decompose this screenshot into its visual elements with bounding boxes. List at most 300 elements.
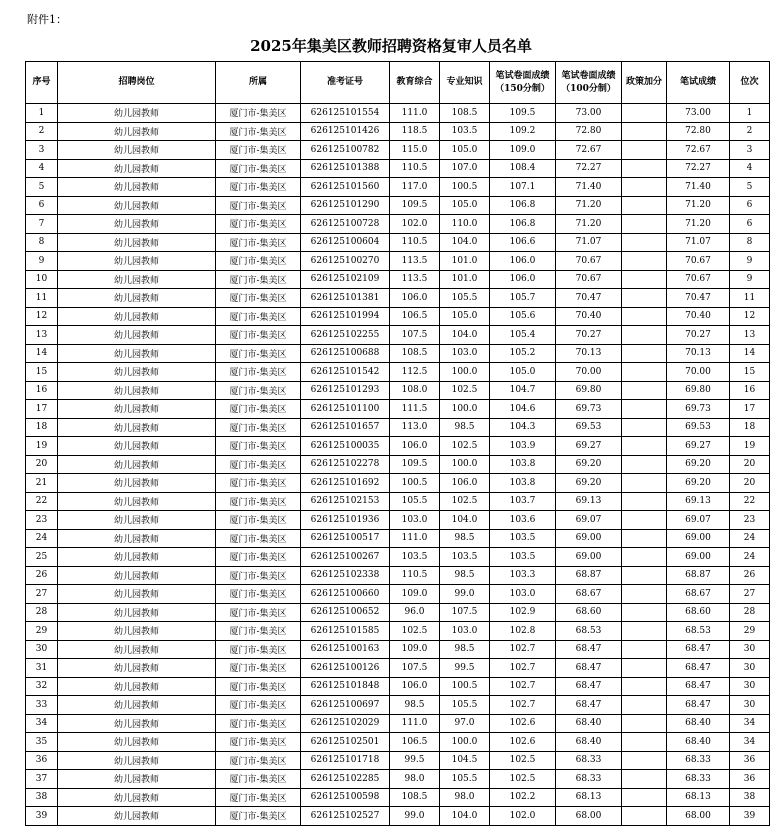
col-district-cell: 厦门市-集美区 [216, 381, 301, 400]
col-written-result-cell: 70.67 [667, 270, 730, 289]
col-position-cell: 幼儿园教师 [58, 511, 216, 530]
col-written-score-150-cell: 109.5 [490, 104, 556, 123]
col-position-cell: 幼儿园教师 [58, 492, 216, 511]
col-policy-bonus-cell [622, 548, 667, 567]
col-district-cell: 厦门市-集美区 [216, 696, 301, 715]
col-written-result-cell: 68.33 [667, 751, 730, 770]
col-written-score-150-cell: 105.6 [490, 307, 556, 326]
col-written-score-100-cell: 71.20 [556, 196, 622, 215]
col-written-result-cell: 69.20 [667, 474, 730, 493]
col-ticket-number-cell: 626125100728 [301, 215, 390, 234]
col-education-comprehensive-cell: 98.0 [390, 770, 440, 789]
col-written-result-cell: 71.20 [667, 215, 730, 234]
col-education-comprehensive-cell: 103.0 [390, 511, 440, 530]
col-ticket-number-cell: 626125100267 [301, 548, 390, 567]
col-written-result-cell: 69.00 [667, 529, 730, 548]
col-education-comprehensive-cell: 106.0 [390, 677, 440, 696]
table-row [26, 788, 770, 807]
col-education-comprehensive-cell: 110.5 [390, 566, 440, 585]
col-written-score-150-cell: 105.0 [490, 363, 556, 382]
col-education-comprehensive-cell: 111.0 [390, 104, 440, 123]
col-written-score-150-cell: 102.0 [490, 807, 556, 826]
col-written-result-cell: 72.67 [667, 141, 730, 160]
col-written-score-150-cell: 104.7 [490, 381, 556, 400]
col-written-score-150-cell: 106.0 [490, 252, 556, 271]
col-written-score-150-cell: 103.0 [490, 585, 556, 604]
col-written-score-150-cell: 102.7 [490, 677, 556, 696]
col-rank-cell: 8 [730, 233, 770, 252]
col-professional-knowledge-header [440, 62, 490, 104]
col-written-score-100-cell: 69.20 [556, 455, 622, 474]
col-written-score-100-cell: 71.40 [556, 178, 622, 197]
col-index-cell: 5 [26, 178, 58, 197]
col-policy-bonus-cell [622, 696, 667, 715]
col-index-cell: 12 [26, 307, 58, 326]
col-policy-bonus-cell [622, 788, 667, 807]
col-written-result-cell: 68.47 [667, 696, 730, 715]
col-ticket-number-cell: 626125101554 [301, 104, 390, 123]
col-ticket-number-cell: 626125100688 [301, 344, 390, 363]
col-rank-cell: 38 [730, 788, 770, 807]
col-written-score-150-cell: 109.0 [490, 141, 556, 160]
col-education-comprehensive-cell: 112.5 [390, 363, 440, 382]
col-ticket-number-cell: 626125101936 [301, 511, 390, 530]
col-ticket-number-cell: 626125101381 [301, 289, 390, 308]
col-education-comprehensive-cell: 111.0 [390, 714, 440, 733]
col-rank-header [730, 62, 770, 104]
col-district-cell: 厦门市-集美区 [216, 622, 301, 641]
col-policy-bonus-cell [622, 714, 667, 733]
col-written-result-cell: 71.40 [667, 178, 730, 197]
col-index-cell: 39 [26, 807, 58, 826]
table-row [26, 511, 770, 530]
col-rank-cell: 36 [730, 770, 770, 789]
col-written-score-150-cell: 102.2 [490, 788, 556, 807]
col-policy-bonus-cell [622, 363, 667, 382]
col-policy-bonus-cell [622, 178, 667, 197]
col-ticket-number-cell: 626125100270 [301, 252, 390, 271]
col-education-comprehensive-cell: 96.0 [390, 603, 440, 622]
col-rank-cell: 24 [730, 548, 770, 567]
header-label: （150分制） [495, 83, 550, 94]
col-written-result-cell: 69.13 [667, 492, 730, 511]
col-index-cell: 20 [26, 455, 58, 474]
table-row [26, 566, 770, 585]
col-education-comprehensive-cell: 102.0 [390, 215, 440, 234]
col-district-cell: 厦门市-集美区 [216, 770, 301, 789]
col-ticket-number-cell: 626125101585 [301, 622, 390, 641]
table-row [26, 289, 770, 308]
col-policy-bonus-cell [622, 585, 667, 604]
col-policy-bonus-cell [622, 104, 667, 123]
col-position-cell: 幼儿园教师 [58, 289, 216, 308]
col-position-cell: 幼儿园教师 [58, 548, 216, 567]
col-position-cell: 幼儿园教师 [58, 585, 216, 604]
col-ticket-number-cell: 626125102278 [301, 455, 390, 474]
col-written-result-cell: 70.27 [667, 326, 730, 345]
col-written-score-150-cell: 103.8 [490, 455, 556, 474]
col-district-cell: 厦门市-集美区 [216, 492, 301, 511]
col-rank-cell: 27 [730, 585, 770, 604]
col-policy-bonus-cell [622, 215, 667, 234]
table-row [26, 677, 770, 696]
col-education-comprehensive-cell: 109.5 [390, 455, 440, 474]
col-education-comprehensive-cell: 106.0 [390, 289, 440, 308]
col-professional-knowledge-cell: 106.0 [440, 474, 490, 493]
col-ticket-number-cell: 626125102338 [301, 566, 390, 585]
col-professional-knowledge-cell: 98.5 [440, 529, 490, 548]
col-written-result-cell: 70.67 [667, 252, 730, 271]
col-policy-bonus-cell [622, 400, 667, 419]
col-position-cell: 幼儿园教师 [58, 437, 216, 456]
table-row [26, 326, 770, 345]
col-district-cell: 厦门市-集美区 [216, 529, 301, 548]
col-education-comprehensive-cell: 111.5 [390, 400, 440, 419]
col-ticket-number-cell: 626125101542 [301, 363, 390, 382]
col-policy-bonus-cell [622, 492, 667, 511]
col-professional-knowledge-cell: 100.5 [440, 677, 490, 696]
col-position-cell: 幼儿园教师 [58, 418, 216, 437]
col-position-cell: 幼儿园教师 [58, 215, 216, 234]
col-written-score-150-cell: 102.8 [490, 622, 556, 641]
col-index-cell: 37 [26, 770, 58, 789]
header-label: 笔试卷面成绩 [495, 70, 550, 81]
col-position-cell: 幼儿园教师 [58, 400, 216, 419]
col-district-cell: 厦门市-集美区 [216, 104, 301, 123]
col-index-cell: 36 [26, 751, 58, 770]
col-education-comprehensive-cell: 113.0 [390, 418, 440, 437]
col-written-score-150-cell: 106.6 [490, 233, 556, 252]
col-index-cell: 31 [26, 659, 58, 678]
col-index-cell: 23 [26, 511, 58, 530]
col-rank-cell: 30 [730, 659, 770, 678]
col-written-score-150-cell: 103.3 [490, 566, 556, 585]
table-row [26, 640, 770, 659]
col-written-result-cell: 72.80 [667, 122, 730, 141]
table-row [26, 141, 770, 160]
col-policy-bonus-cell [622, 640, 667, 659]
col-district-cell: 厦门市-集美区 [216, 196, 301, 215]
col-policy-bonus-cell [622, 770, 667, 789]
col-index-cell: 3 [26, 141, 58, 160]
col-policy-bonus-cell [622, 344, 667, 363]
col-education-comprehensive-cell: 118.5 [390, 122, 440, 141]
col-professional-knowledge-cell: 102.5 [440, 492, 490, 511]
col-index-cell: 26 [26, 566, 58, 585]
col-written-result-cell: 69.07 [667, 511, 730, 530]
col-professional-knowledge-cell: 105.0 [440, 141, 490, 160]
col-policy-bonus-cell [622, 196, 667, 215]
col-district-cell: 厦门市-集美区 [216, 677, 301, 696]
col-written-score-100-cell: 68.47 [556, 677, 622, 696]
col-ticket-number-cell: 626125101657 [301, 418, 390, 437]
col-index-cell: 30 [26, 640, 58, 659]
document-title: 2025年集美区教师招聘资格复审人员名单 [250, 37, 532, 55]
col-professional-knowledge-cell: 98.5 [440, 566, 490, 585]
col-written-score-100-cell: 69.73 [556, 400, 622, 419]
col-written-score-100-cell: 69.00 [556, 548, 622, 567]
col-written-score-100-cell: 69.27 [556, 437, 622, 456]
col-written-result-cell: 70.13 [667, 344, 730, 363]
col-position-cell: 幼儿园教师 [58, 455, 216, 474]
col-rank-cell: 30 [730, 677, 770, 696]
col-ticket-number-cell: 626125100782 [301, 141, 390, 160]
col-professional-knowledge-cell: 105.5 [440, 289, 490, 308]
col-rank-cell: 24 [730, 529, 770, 548]
col-policy-bonus-cell [622, 733, 667, 752]
col-education-comprehensive-cell: 108.5 [390, 788, 440, 807]
col-professional-knowledge-cell: 110.0 [440, 215, 490, 234]
col-written-score-100-cell: 69.80 [556, 381, 622, 400]
col-written-result-cell: 69.80 [667, 381, 730, 400]
col-index-header [26, 62, 58, 104]
col-policy-bonus-cell [622, 307, 667, 326]
col-written-score-100-cell: 68.40 [556, 733, 622, 752]
col-written-score-100-cell: 69.07 [556, 511, 622, 530]
col-education-comprehensive-cell: 109.0 [390, 640, 440, 659]
col-ticket-number-cell: 626125102029 [301, 714, 390, 733]
col-ticket-number-cell: 626125102153 [301, 492, 390, 511]
col-district-cell: 厦门市-集美区 [216, 455, 301, 474]
col-written-score-100-cell: 72.27 [556, 159, 622, 178]
table-row [26, 585, 770, 604]
col-written-result-cell: 70.47 [667, 289, 730, 308]
col-written-score-100-cell: 70.00 [556, 363, 622, 382]
col-written-score-150-cell: 102.6 [490, 714, 556, 733]
col-professional-knowledge-cell: 101.0 [440, 270, 490, 289]
col-index-cell: 27 [26, 585, 58, 604]
table-row [26, 363, 770, 382]
col-written-score-150-cell: 104.3 [490, 418, 556, 437]
col-rank-cell: 1 [730, 104, 770, 123]
header-label: 专业知识 [446, 77, 483, 87]
table-row [26, 492, 770, 511]
col-position-cell: 幼儿园教师 [58, 677, 216, 696]
table-row [26, 622, 770, 641]
col-position-cell: 幼儿园教师 [58, 196, 216, 215]
col-index-cell: 13 [26, 326, 58, 345]
col-written-result-cell: 68.00 [667, 807, 730, 826]
col-education-comprehensive-cell: 98.5 [390, 696, 440, 715]
col-policy-bonus-cell [622, 455, 667, 474]
col-education-comprehensive-cell: 106.5 [390, 307, 440, 326]
header-label: 教育综合 [396, 77, 433, 87]
table-row [26, 178, 770, 197]
col-district-cell: 厦门市-集美区 [216, 603, 301, 622]
col-position-cell: 幼儿园教师 [58, 381, 216, 400]
col-rank-cell: 4 [730, 159, 770, 178]
col-written-result-cell: 69.00 [667, 548, 730, 567]
col-index-cell: 28 [26, 603, 58, 622]
col-position-cell: 幼儿园教师 [58, 733, 216, 752]
col-written-score-150-cell: 106.0 [490, 270, 556, 289]
col-index-cell: 4 [26, 159, 58, 178]
col-position-cell: 幼儿园教师 [58, 178, 216, 197]
table-row [26, 696, 770, 715]
col-education-comprehensive-header [390, 62, 440, 104]
col-education-comprehensive-cell: 99.0 [390, 807, 440, 826]
col-position-cell: 幼儿园教师 [58, 603, 216, 622]
col-district-cell: 厦门市-集美区 [216, 418, 301, 437]
header-label: 招聘岗位 [118, 77, 155, 87]
col-index-cell: 10 [26, 270, 58, 289]
col-position-cell: 幼儿园教师 [58, 807, 216, 826]
col-written-result-cell: 70.40 [667, 307, 730, 326]
col-education-comprehensive-cell: 109.0 [390, 585, 440, 604]
col-rank-cell: 6 [730, 215, 770, 234]
col-professional-knowledge-cell: 105.0 [440, 307, 490, 326]
col-rank-cell: 34 [730, 714, 770, 733]
col-written-score-100-cell: 70.27 [556, 326, 622, 345]
col-district-cell: 厦门市-集美区 [216, 751, 301, 770]
col-education-comprehensive-cell: 111.0 [390, 529, 440, 548]
header-label: （100分制） [561, 83, 616, 94]
header-label: 位次 [740, 77, 759, 87]
col-position-cell: 幼儿园教师 [58, 233, 216, 252]
col-written-score-150-cell: 105.4 [490, 326, 556, 345]
table-row [26, 474, 770, 493]
col-written-score-100-cell: 69.00 [556, 529, 622, 548]
col-policy-bonus-cell [622, 252, 667, 271]
col-ticket-number-cell: 626125100697 [301, 696, 390, 715]
col-education-comprehensive-cell: 117.0 [390, 178, 440, 197]
col-rank-cell: 11 [730, 289, 770, 308]
col-rank-cell: 2 [730, 122, 770, 141]
col-rank-cell: 34 [730, 733, 770, 752]
col-district-cell: 厦门市-集美区 [216, 178, 301, 197]
header-label: 序号 [32, 77, 51, 87]
col-written-score-150-cell: 103.7 [490, 492, 556, 511]
col-position-cell: 幼儿园教师 [58, 659, 216, 678]
col-ticket-number-cell: 626125101994 [301, 307, 390, 326]
col-rank-cell: 17 [730, 400, 770, 419]
col-professional-knowledge-cell: 99.0 [440, 585, 490, 604]
col-ticket-number-cell: 626125100163 [301, 640, 390, 659]
col-written-score-100-cell: 72.80 [556, 122, 622, 141]
col-rank-cell: 39 [730, 807, 770, 826]
col-ticket-number-cell: 626125100604 [301, 233, 390, 252]
candidate-table [25, 61, 770, 826]
col-index-cell: 32 [26, 677, 58, 696]
col-professional-knowledge-cell: 100.0 [440, 733, 490, 752]
col-policy-bonus-cell [622, 141, 667, 160]
col-ticket-number-cell: 626125101426 [301, 122, 390, 141]
col-written-result-cell: 73.00 [667, 104, 730, 123]
col-index-cell: 11 [26, 289, 58, 308]
col-education-comprehensive-cell: 108.0 [390, 381, 440, 400]
col-written-result-cell: 72.27 [667, 159, 730, 178]
col-education-comprehensive-cell: 108.5 [390, 344, 440, 363]
col-education-comprehensive-cell: 106.5 [390, 733, 440, 752]
col-district-cell: 厦门市-集美区 [216, 400, 301, 419]
col-written-score-100-cell: 68.33 [556, 751, 622, 770]
col-written-score-100-cell: 73.00 [556, 104, 622, 123]
col-rank-cell: 30 [730, 640, 770, 659]
col-position-cell: 幼儿园教师 [58, 529, 216, 548]
col-rank-cell: 36 [730, 751, 770, 770]
table-row [26, 215, 770, 234]
col-ticket-number-cell: 626125102109 [301, 270, 390, 289]
col-professional-knowledge-cell: 104.5 [440, 751, 490, 770]
col-policy-bonus-cell [622, 289, 667, 308]
col-professional-knowledge-cell: 103.5 [440, 548, 490, 567]
col-rank-cell: 9 [730, 270, 770, 289]
col-written-score-100-cell: 70.67 [556, 270, 622, 289]
col-index-cell: 25 [26, 548, 58, 567]
col-written-score-100-cell: 70.13 [556, 344, 622, 363]
col-professional-knowledge-cell: 100.0 [440, 455, 490, 474]
col-position-cell: 幼儿园教师 [58, 326, 216, 345]
col-policy-bonus-cell [622, 677, 667, 696]
col-written-score-100-cell: 68.40 [556, 714, 622, 733]
col-position-cell: 幼儿园教师 [58, 270, 216, 289]
col-rank-cell: 28 [730, 603, 770, 622]
col-education-comprehensive-cell: 99.5 [390, 751, 440, 770]
col-written-result-cell: 69.27 [667, 437, 730, 456]
col-written-score-150-cell: 104.6 [490, 400, 556, 419]
header-label: 准考证号 [326, 77, 363, 87]
col-rank-cell: 16 [730, 381, 770, 400]
table-row [26, 270, 770, 289]
col-district-cell: 厦门市-集美区 [216, 363, 301, 382]
col-ticket-number-cell: 626125101100 [301, 400, 390, 419]
header-label: 所属 [248, 77, 267, 87]
col-professional-knowledge-cell: 98.5 [440, 418, 490, 437]
col-written-score-150-cell: 108.4 [490, 159, 556, 178]
col-written-score-100-header [556, 62, 622, 104]
table-row [26, 400, 770, 419]
col-written-score-150-cell: 109.2 [490, 122, 556, 141]
col-index-cell: 33 [26, 696, 58, 715]
col-position-header [58, 62, 216, 104]
col-written-score-150-cell: 102.7 [490, 696, 556, 715]
table-row [26, 104, 770, 123]
col-ticket-number-cell: 626125100035 [301, 437, 390, 456]
col-written-result-header [667, 62, 730, 104]
table-row [26, 381, 770, 400]
col-district-cell: 厦门市-集美区 [216, 788, 301, 807]
table-row [26, 418, 770, 437]
col-education-comprehensive-cell: 109.5 [390, 196, 440, 215]
col-education-comprehensive-cell: 106.0 [390, 437, 440, 456]
col-policy-bonus-cell [622, 233, 667, 252]
col-written-result-cell: 71.07 [667, 233, 730, 252]
col-written-score-100-cell: 68.67 [556, 585, 622, 604]
col-ticket-number-cell: 626125102501 [301, 733, 390, 752]
col-ticket-number-cell: 626125102255 [301, 326, 390, 345]
col-ticket-number-cell: 626125100598 [301, 788, 390, 807]
col-position-cell: 幼儿园教师 [58, 566, 216, 585]
col-index-cell: 16 [26, 381, 58, 400]
col-written-score-150-header [490, 62, 556, 104]
table-row [26, 455, 770, 474]
col-index-cell: 1 [26, 104, 58, 123]
col-position-cell: 幼儿园教师 [58, 122, 216, 141]
col-rank-cell: 19 [730, 437, 770, 456]
header-label: 政策加分 [625, 77, 662, 87]
col-written-score-150-cell: 102.6 [490, 733, 556, 752]
col-written-score-150-cell: 103.6 [490, 511, 556, 530]
col-policy-bonus-cell [622, 603, 667, 622]
col-index-cell: 19 [26, 437, 58, 456]
col-district-cell: 厦门市-集美区 [216, 307, 301, 326]
col-index-cell: 29 [26, 622, 58, 641]
col-education-comprehensive-cell: 110.5 [390, 159, 440, 178]
col-policy-bonus-cell [622, 474, 667, 493]
col-written-result-cell: 68.67 [667, 585, 730, 604]
table-row [26, 122, 770, 141]
col-position-cell: 幼儿园教师 [58, 141, 216, 160]
